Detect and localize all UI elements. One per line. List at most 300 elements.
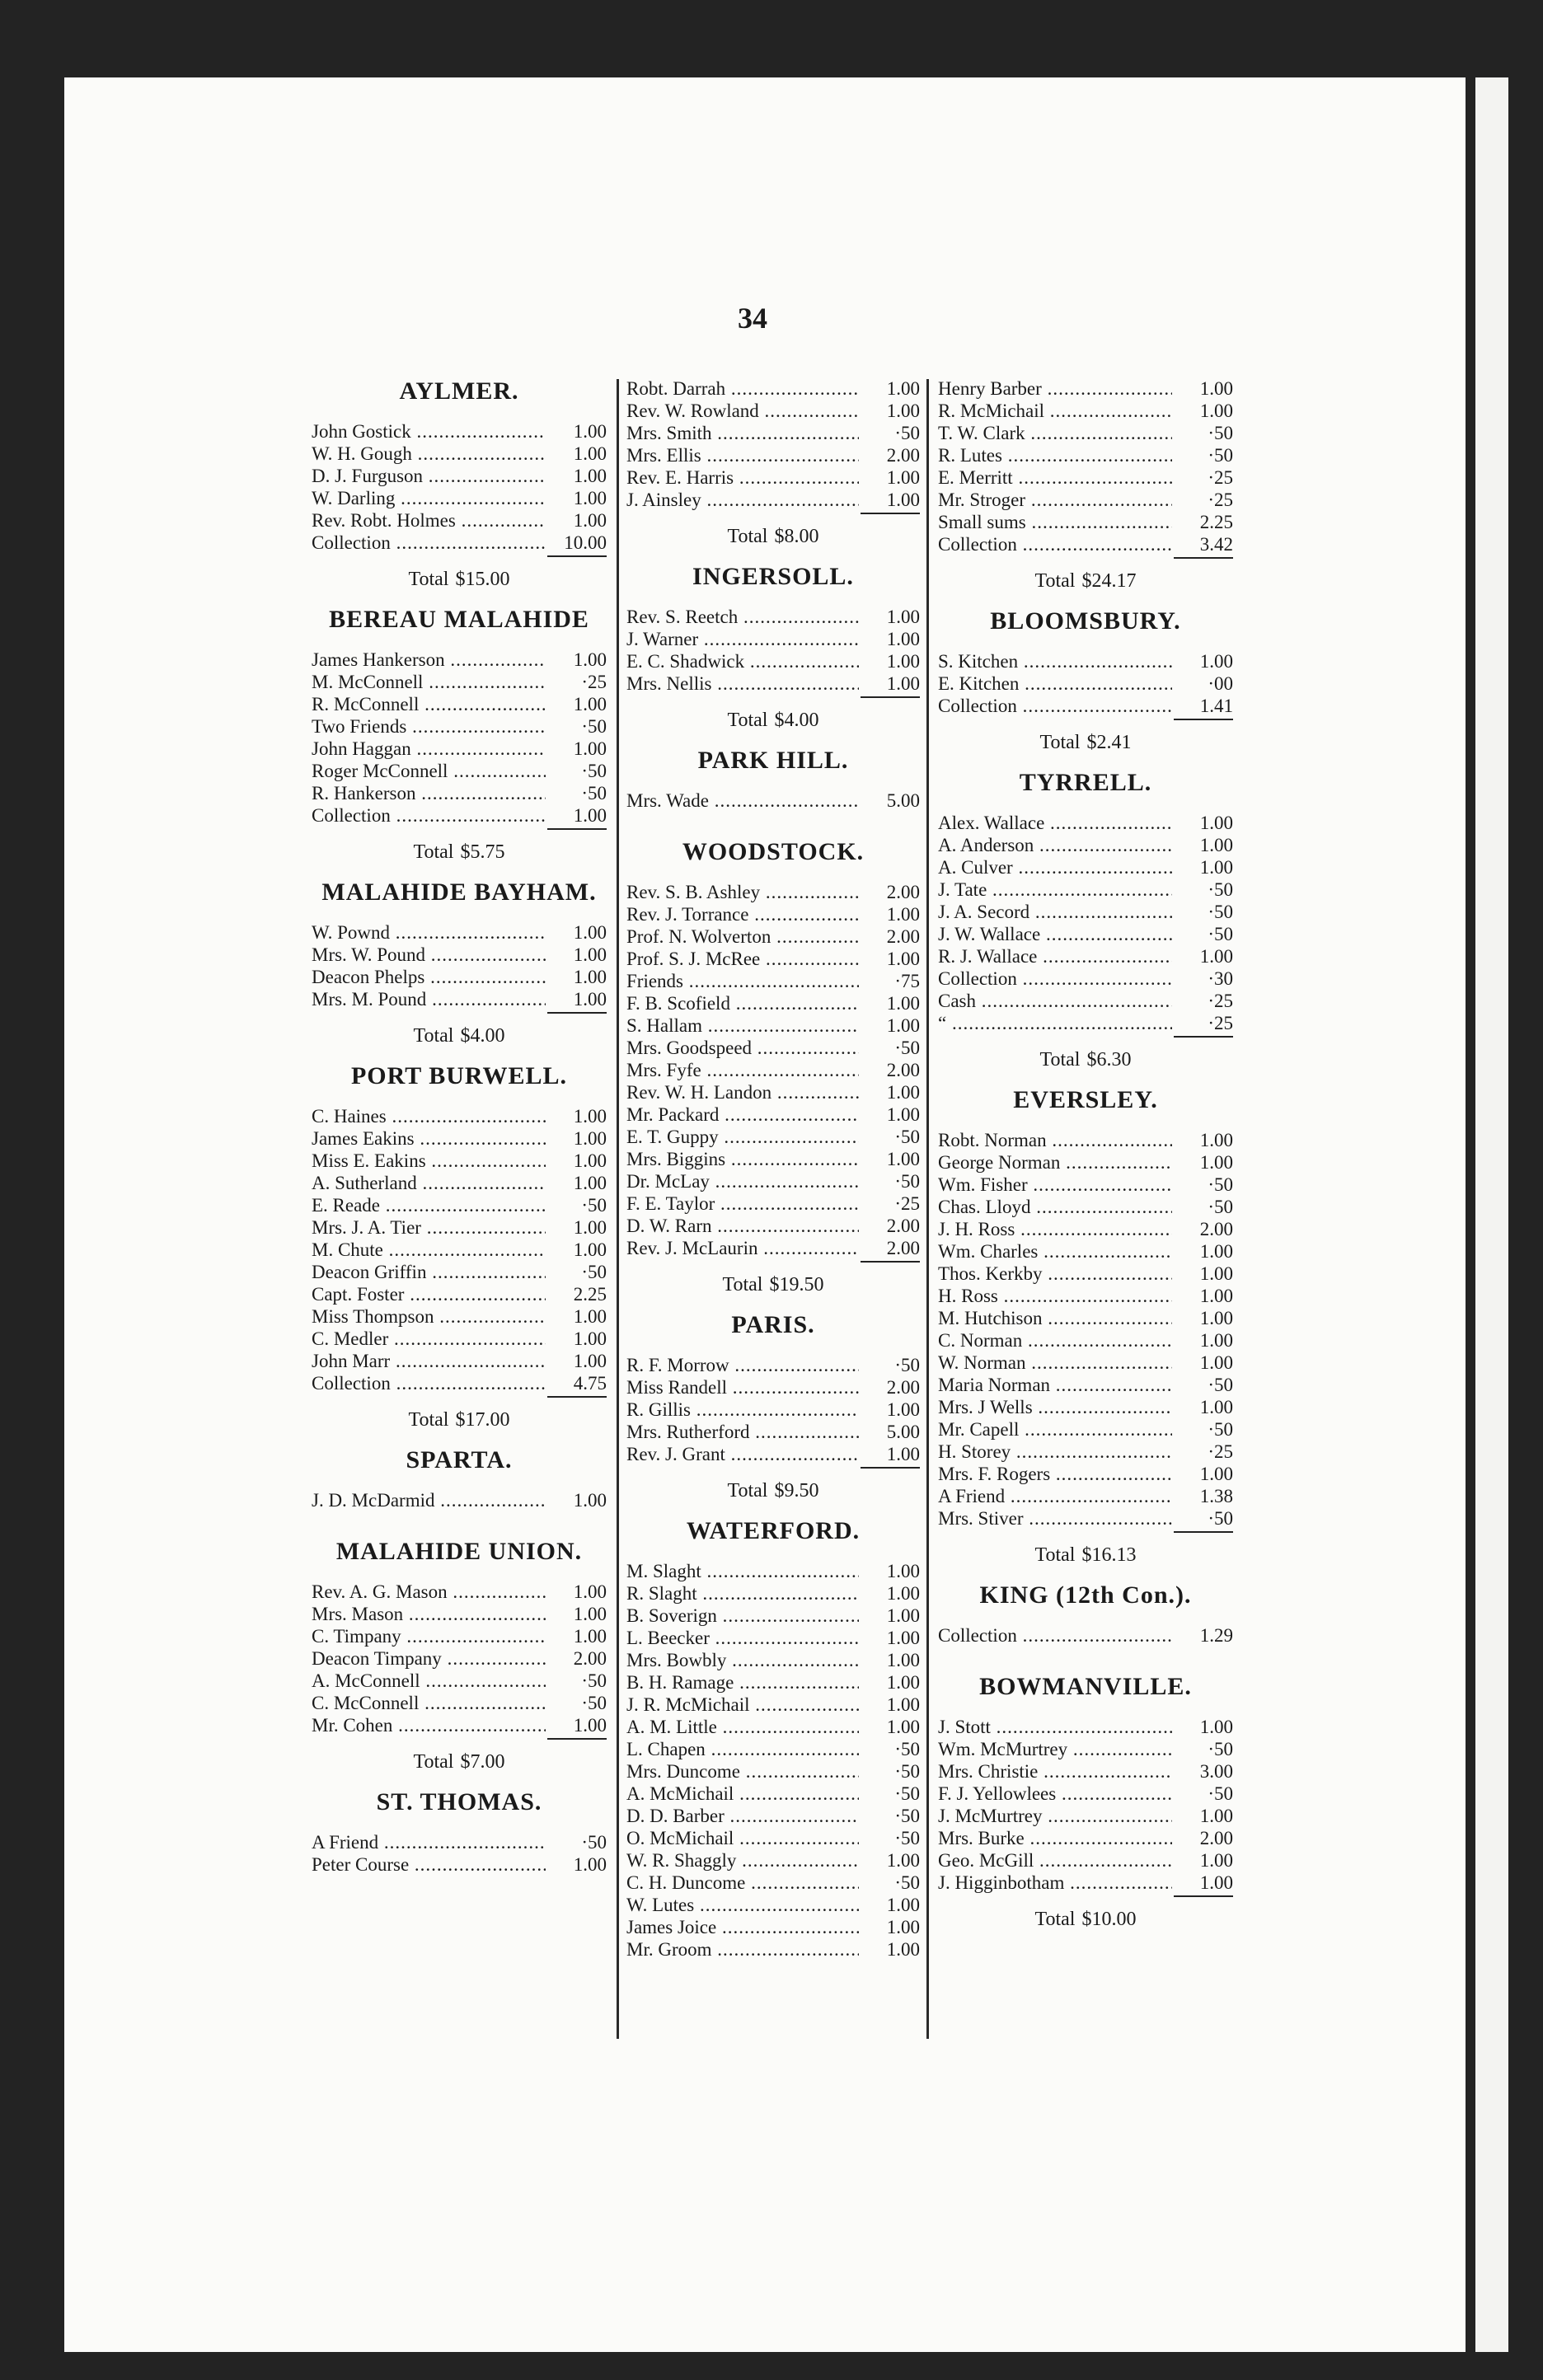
donation-amount: 1.41 bbox=[1172, 695, 1233, 717]
donor-row bbox=[312, 1283, 607, 1305]
donor-row bbox=[312, 715, 607, 738]
donor-name: M. Chute ..... bbox=[312, 1239, 546, 1261]
section-total bbox=[312, 841, 607, 864]
donation-amount: ·50 bbox=[1172, 1507, 1233, 1530]
donor-name: T. W. Clark ..... bbox=[938, 422, 1172, 444]
donation-amount: 3.42 bbox=[1172, 533, 1233, 555]
donor-row bbox=[938, 1352, 1233, 1374]
donor-name: Rev. E. Harris ..... bbox=[626, 466, 859, 489]
donation-amount: 1.00 bbox=[1172, 1463, 1233, 1485]
total-label: Total bbox=[413, 841, 454, 863]
donor-name: Mrs. Rutherford ..... bbox=[626, 1421, 859, 1443]
donor-name: Mr. Stroger ..... bbox=[938, 489, 1172, 511]
donor-name: Rev. W. Rowland ..... bbox=[626, 400, 859, 422]
donation-amount: 2.00 bbox=[859, 1059, 920, 1081]
donation-amount: 1.00 bbox=[859, 1894, 920, 1916]
donor-row bbox=[626, 1014, 920, 1037]
section-total bbox=[938, 1049, 1233, 1071]
donor-row bbox=[312, 1105, 607, 1127]
donation-amount: ·50 bbox=[859, 1037, 920, 1059]
donor-row bbox=[938, 672, 1233, 695]
section-total bbox=[626, 710, 920, 732]
donation-amount: 1.00 bbox=[859, 628, 920, 650]
donation-amount: 2.25 bbox=[546, 1283, 607, 1305]
donor-name: R. J. Wallace ..... bbox=[938, 945, 1172, 967]
section-total bbox=[626, 1274, 920, 1296]
donation-amount: ·50 bbox=[1172, 878, 1233, 901]
donor-row bbox=[626, 1894, 920, 1916]
section bbox=[626, 563, 920, 732]
donor-name: Mr. Cohen ..... bbox=[312, 1714, 546, 1736]
donor-row bbox=[312, 465, 607, 487]
donor-row bbox=[626, 1627, 920, 1649]
donor-name: Two Friends ..... bbox=[312, 715, 546, 738]
donation-amount: 2.25 bbox=[1172, 511, 1233, 533]
donor-name: O. McMichail ..... bbox=[626, 1827, 859, 1849]
donor-row bbox=[938, 1805, 1233, 1827]
total-label: Total bbox=[722, 1274, 763, 1295]
donor-row bbox=[312, 1372, 607, 1394]
total-amount: $16.13 bbox=[1081, 1544, 1137, 1566]
donor-row bbox=[938, 1783, 1233, 1805]
donor-row bbox=[312, 420, 607, 443]
donation-amount: 2.00 bbox=[859, 881, 920, 903]
donor-row bbox=[312, 1216, 607, 1239]
donor-name: Collection ..... bbox=[312, 1372, 546, 1394]
donor-name: Rev. J. McLaurin ..... bbox=[626, 1237, 859, 1259]
donor-row bbox=[312, 988, 607, 1010]
donor-row bbox=[312, 1194, 607, 1216]
donor-row bbox=[312, 760, 607, 782]
donor-name: A Friend ..... bbox=[938, 1485, 1172, 1507]
donor-row bbox=[938, 1263, 1233, 1285]
sum-rule bbox=[547, 1738, 607, 1740]
section bbox=[312, 606, 607, 864]
donation-amount: 1.00 bbox=[1172, 1849, 1233, 1872]
donation-amount: 1.00 bbox=[859, 1443, 920, 1465]
total-label: Total bbox=[727, 526, 768, 547]
donor-name: Mrs. Biggins ..... bbox=[626, 1148, 859, 1170]
donation-amount: 1.00 bbox=[546, 1489, 607, 1511]
donor-row bbox=[312, 966, 607, 988]
donation-amount: 1.00 bbox=[1172, 812, 1233, 834]
donation-amount: 1.00 bbox=[546, 1581, 607, 1603]
donor-name: J. McMurtrey ..... bbox=[938, 1805, 1172, 1827]
donation-amount: ·25 bbox=[1172, 1441, 1233, 1463]
donation-amount: 1.00 bbox=[546, 509, 607, 532]
donor-name: Robt. Norman ..... bbox=[938, 1129, 1172, 1151]
donor-name: R. McConnell ..... bbox=[312, 693, 546, 715]
section bbox=[312, 1446, 607, 1523]
section-heading: PARK HILL. bbox=[697, 747, 849, 774]
donation-amount: 2.00 bbox=[546, 1647, 607, 1670]
total-label: Total bbox=[413, 1025, 454, 1047]
donor-row bbox=[938, 489, 1233, 511]
donor-name: Miss E. Eakins ..... bbox=[312, 1150, 546, 1172]
donor-name: Mrs. J. A. Tier ..... bbox=[312, 1216, 546, 1239]
donor-row bbox=[312, 782, 607, 804]
donor-name: A. Sutherland ..... bbox=[312, 1172, 546, 1194]
donation-amount: ·50 bbox=[1172, 1783, 1233, 1805]
section bbox=[938, 607, 1233, 754]
donor-row bbox=[312, 1670, 607, 1692]
donor-row bbox=[938, 967, 1233, 990]
donor-row bbox=[938, 1760, 1233, 1783]
donation-amount: 1.00 bbox=[546, 1328, 607, 1350]
donor-row bbox=[938, 1849, 1233, 1872]
donor-name: S. Hallam ..... bbox=[626, 1014, 859, 1037]
total-amount: $15.00 bbox=[455, 569, 510, 590]
donor-name: A. McMichail ..... bbox=[626, 1783, 859, 1805]
donation-amount: 1.00 bbox=[859, 672, 920, 695]
section-total bbox=[312, 1025, 607, 1047]
section-total bbox=[312, 1751, 607, 1773]
section-heading: MALAHIDE BAYHAM. bbox=[321, 878, 597, 906]
section bbox=[312, 1788, 607, 1887]
donation-amount: 1.00 bbox=[1172, 400, 1233, 422]
donation-amount: 1.00 bbox=[859, 1103, 920, 1126]
donor-row bbox=[626, 1354, 920, 1376]
donor-name: George Norman ..... bbox=[938, 1151, 1172, 1174]
total-label: Total bbox=[1034, 1909, 1076, 1930]
donor-name: Alex. Wallace ..... bbox=[938, 812, 1172, 834]
donor-name: D. D. Barber ..... bbox=[626, 1805, 859, 1827]
donor-name: Cash ..... bbox=[938, 990, 1172, 1012]
sum-rule bbox=[1174, 1036, 1233, 1038]
donation-amount: 1.00 bbox=[1172, 1263, 1233, 1285]
donor-row bbox=[626, 789, 920, 812]
donor-name: C. McConnell ..... bbox=[312, 1692, 546, 1714]
total-label: Total bbox=[1039, 732, 1081, 753]
donor-name: Mr. Packard ..... bbox=[626, 1103, 859, 1126]
total-amount: $2.41 bbox=[1086, 732, 1132, 753]
donation-amount: 1.00 bbox=[1172, 1352, 1233, 1374]
donor-row bbox=[938, 923, 1233, 945]
donor-row bbox=[938, 1827, 1233, 1849]
section bbox=[312, 1538, 607, 1773]
sum-rule bbox=[547, 1396, 607, 1398]
donor-name: W. R. Shaggly ..... bbox=[626, 1849, 859, 1872]
donor-name: E. T. Guppy ..... bbox=[626, 1126, 859, 1148]
donation-amount: 1.00 bbox=[859, 948, 920, 970]
donation-amount: 1.00 bbox=[859, 1649, 920, 1671]
sum-rule bbox=[1174, 1531, 1233, 1533]
donor-name: B. H. Ramage ..... bbox=[626, 1671, 859, 1694]
donor-name: F. J. Yellowlees ..... bbox=[938, 1783, 1172, 1805]
donation-amount: 5.00 bbox=[859, 1421, 920, 1443]
donor-name: Rev. Robt. Holmes ..... bbox=[312, 509, 546, 532]
donor-name: Robt. Darrah ..... bbox=[626, 377, 859, 400]
donor-name: “ ..... bbox=[938, 1012, 1172, 1034]
donor-name: Mrs. Christie ..... bbox=[938, 1760, 1172, 1783]
donor-name: Maria Norman ..... bbox=[938, 1374, 1172, 1396]
donation-amount: 5.00 bbox=[859, 789, 920, 812]
donation-amount: 2.00 bbox=[859, 1237, 920, 1259]
donor-name: Rev. J. Torrance ..... bbox=[626, 903, 859, 925]
donation-amount: 1.00 bbox=[859, 1694, 920, 1716]
section bbox=[312, 377, 607, 591]
donor-row bbox=[626, 1170, 920, 1192]
donor-name: Collection ..... bbox=[938, 695, 1172, 717]
donation-amount: 1.00 bbox=[546, 1216, 607, 1239]
donation-amount: ·25 bbox=[1172, 466, 1233, 489]
donor-name: L. Chapen ..... bbox=[626, 1738, 859, 1760]
donor-name: B. Soverign ..... bbox=[626, 1605, 859, 1627]
donor-name: R. Slaght ..... bbox=[626, 1582, 859, 1605]
donation-amount: 1.00 bbox=[1172, 1151, 1233, 1174]
donor-row bbox=[312, 1714, 607, 1736]
donor-row bbox=[626, 925, 920, 948]
donor-row bbox=[626, 970, 920, 992]
donor-name: L. Beecker ..... bbox=[626, 1627, 859, 1649]
donor-row bbox=[626, 1916, 920, 1938]
donation-amount: ·25 bbox=[1172, 1012, 1233, 1034]
section-total bbox=[312, 1409, 607, 1431]
donor-row bbox=[938, 1240, 1233, 1263]
donation-amount: ·25 bbox=[1172, 990, 1233, 1012]
donation-amount: 1.00 bbox=[546, 1350, 607, 1372]
section-heading: INGERSOLL. bbox=[692, 563, 854, 590]
donor-row bbox=[626, 422, 920, 444]
donor-name: Mrs. Smith ..... bbox=[626, 422, 859, 444]
donor-name: Rev. S. Reetch ..... bbox=[626, 606, 859, 628]
total-label: Total bbox=[727, 1480, 768, 1502]
donation-amount: ·50 bbox=[859, 1760, 920, 1783]
donor-row bbox=[938, 1218, 1233, 1240]
donor-row bbox=[938, 856, 1233, 878]
donor-name: J. R. McMichail ..... bbox=[626, 1694, 859, 1716]
donor-name: H. Storey ..... bbox=[938, 1441, 1172, 1463]
donor-row bbox=[626, 377, 920, 400]
section bbox=[938, 1086, 1233, 1567]
donor-row bbox=[938, 1738, 1233, 1760]
donor-row bbox=[626, 1716, 920, 1738]
donor-row bbox=[626, 992, 920, 1014]
total-amount: $4.00 bbox=[774, 710, 819, 731]
donor-name: Collection ..... bbox=[312, 532, 546, 554]
donor-name: W. H. Gough ..... bbox=[312, 443, 546, 465]
donor-row bbox=[626, 1059, 920, 1081]
donation-amount: ·50 bbox=[859, 1805, 920, 1827]
donor-name: E. Kitchen ..... bbox=[938, 672, 1172, 695]
donation-amount: 1.00 bbox=[546, 738, 607, 760]
donor-name: Mrs. W. Pound ..... bbox=[312, 944, 546, 966]
donor-name: W. Darling ..... bbox=[312, 487, 546, 509]
donation-amount: 1.00 bbox=[859, 1560, 920, 1582]
donor-name: A Friend ..... bbox=[312, 1831, 546, 1853]
donor-name: D. W. Rarn ..... bbox=[626, 1215, 859, 1237]
section bbox=[938, 377, 1233, 593]
donor-row bbox=[938, 444, 1233, 466]
donor-row bbox=[626, 1671, 920, 1694]
donor-name: Miss Thompson ..... bbox=[312, 1305, 546, 1328]
donation-amount: 3.00 bbox=[1172, 1760, 1233, 1783]
donor-name: C. Medler ..... bbox=[312, 1328, 546, 1350]
section-total bbox=[312, 569, 607, 591]
donor-name: Deacon Phelps ..... bbox=[312, 966, 546, 988]
donation-amount: 1.00 bbox=[546, 1239, 607, 1261]
donor-name: E. Reade ..... bbox=[312, 1194, 546, 1216]
donor-name: Collection ..... bbox=[938, 1624, 1172, 1647]
donor-row bbox=[312, 1853, 607, 1876]
donor-row bbox=[626, 1560, 920, 1582]
donor-row bbox=[626, 1443, 920, 1465]
donor-row bbox=[626, 672, 920, 695]
donor-row bbox=[938, 511, 1233, 533]
donor-name: R. Gillis ..... bbox=[626, 1398, 859, 1421]
donor-row bbox=[938, 1129, 1233, 1151]
donor-row bbox=[626, 1605, 920, 1627]
donation-amount: 1.00 bbox=[546, 465, 607, 487]
total-label: Total bbox=[408, 1409, 449, 1431]
section-heading: BLOOMSBURY. bbox=[990, 607, 1181, 635]
donor-name: Geo. McGill ..... bbox=[938, 1849, 1172, 1872]
donor-name: James Eakins ..... bbox=[312, 1127, 546, 1150]
sum-rule bbox=[861, 1261, 920, 1263]
donor-row bbox=[312, 1603, 607, 1625]
donor-row bbox=[626, 1237, 920, 1259]
donation-amount: ·50 bbox=[859, 1170, 920, 1192]
donation-amount: ·50 bbox=[1172, 1374, 1233, 1396]
donation-amount: 2.00 bbox=[1172, 1218, 1233, 1240]
donor-row bbox=[938, 466, 1233, 489]
donation-amount: ·50 bbox=[859, 1827, 920, 1849]
donor-name: E. Merritt ..... bbox=[938, 466, 1172, 489]
donor-name: J. Higginbotham ..... bbox=[938, 1872, 1172, 1894]
donor-name: Mrs. Nellis ..... bbox=[626, 672, 859, 695]
donation-amount: ·50 bbox=[859, 422, 920, 444]
donor-row bbox=[312, 671, 607, 693]
donor-row bbox=[312, 1489, 607, 1511]
donation-amount: 1.00 bbox=[546, 487, 607, 509]
donation-amount: 1.00 bbox=[546, 966, 607, 988]
donor-row bbox=[312, 1150, 607, 1172]
donor-name: R. Lutes ..... bbox=[938, 444, 1172, 466]
donor-row bbox=[626, 1783, 920, 1805]
donor-row bbox=[938, 1396, 1233, 1418]
section-heading: WOODSTOCK. bbox=[682, 838, 865, 865]
donor-row bbox=[312, 1647, 607, 1670]
donation-amount: 1.00 bbox=[546, 1603, 607, 1625]
donation-amount: ·25 bbox=[1172, 489, 1233, 511]
donor-row bbox=[626, 1738, 920, 1760]
donation-amount: ·50 bbox=[1172, 422, 1233, 444]
sum-rule bbox=[861, 696, 920, 698]
donation-amount: ·75 bbox=[859, 970, 920, 992]
donor-row bbox=[626, 650, 920, 672]
column-rule bbox=[617, 379, 619, 2039]
section-total bbox=[938, 1544, 1233, 1567]
donor-row bbox=[312, 1305, 607, 1328]
section-heading: MALAHIDE UNION. bbox=[335, 1538, 583, 1565]
donation-amount: ·50 bbox=[1172, 1174, 1233, 1196]
donor-row bbox=[312, 944, 607, 966]
donor-row bbox=[938, 990, 1233, 1012]
donor-name: Mrs. M. Pound ..... bbox=[312, 988, 546, 1010]
section bbox=[626, 1517, 920, 1972]
donor-row bbox=[938, 1174, 1233, 1196]
donation-amount: ·50 bbox=[546, 1194, 607, 1216]
donor-row bbox=[626, 1376, 920, 1398]
donation-amount: ·30 bbox=[1172, 967, 1233, 990]
donor-name: James Joice ..... bbox=[626, 1916, 859, 1938]
donation-amount: 1.00 bbox=[1172, 1396, 1233, 1418]
donor-row bbox=[938, 945, 1233, 967]
section-heading: AYLMER. bbox=[399, 377, 519, 405]
donor-name: Mrs. Bowbly ..... bbox=[626, 1649, 859, 1671]
donation-amount: 1.00 bbox=[859, 1716, 920, 1738]
donor-row bbox=[626, 1649, 920, 1671]
donor-name: D. J. Furguson ..... bbox=[312, 465, 546, 487]
donation-amount: ·50 bbox=[859, 1783, 920, 1805]
donor-row bbox=[938, 1463, 1233, 1485]
section-heading: KING (12th Con.). bbox=[979, 1581, 1192, 1609]
donor-row bbox=[312, 509, 607, 532]
section-total bbox=[626, 1480, 920, 1502]
donation-amount: ·50 bbox=[546, 1692, 607, 1714]
section bbox=[312, 878, 607, 1047]
section-heading: ST. THOMAS. bbox=[376, 1788, 542, 1815]
donor-name: Friends ..... bbox=[626, 970, 859, 992]
total-label: Total bbox=[413, 1751, 454, 1773]
donor-row bbox=[312, 1127, 607, 1150]
donation-amount: ·25 bbox=[859, 1192, 920, 1215]
donor-row bbox=[938, 400, 1233, 422]
donation-amount: 1.00 bbox=[859, 400, 920, 422]
sum-rule bbox=[861, 1467, 920, 1469]
donation-amount: 1.00 bbox=[546, 1305, 607, 1328]
donor-name: Mrs. Wade ..... bbox=[626, 789, 859, 812]
donor-row bbox=[938, 695, 1233, 717]
donor-row bbox=[312, 738, 607, 760]
donor-name: Collection ..... bbox=[312, 804, 546, 827]
sum-rule bbox=[1174, 1895, 1233, 1897]
section-heading: BEREAU MALAHIDE bbox=[329, 606, 589, 633]
donation-amount: ·50 bbox=[859, 1872, 920, 1894]
donor-row bbox=[312, 693, 607, 715]
donor-name: Rev. A. G. Mason ..... bbox=[312, 1581, 546, 1603]
donor-name: John Haggan ..... bbox=[312, 738, 546, 760]
donation-amount: 1.00 bbox=[1172, 1240, 1233, 1263]
section bbox=[626, 377, 920, 548]
donor-name: F. B. Scofield ..... bbox=[626, 992, 859, 1014]
donor-name: J. D. McDarmid ..... bbox=[312, 1489, 546, 1511]
donation-amount: ·00 bbox=[1172, 672, 1233, 695]
donor-row bbox=[312, 1350, 607, 1372]
donor-name: C. H. Duncome ..... bbox=[626, 1872, 859, 1894]
donation-amount: 1.00 bbox=[1172, 834, 1233, 856]
donation-amount: 1.00 bbox=[859, 1627, 920, 1649]
total-amount: $8.00 bbox=[774, 526, 819, 547]
donor-name: Mr. Capell ..... bbox=[938, 1418, 1172, 1441]
donation-amount: 1.00 bbox=[859, 992, 920, 1014]
donor-name: M. Hutchison ..... bbox=[938, 1307, 1172, 1329]
donor-row bbox=[938, 901, 1233, 923]
donor-row bbox=[626, 881, 920, 903]
section-heading: PARIS. bbox=[731, 1311, 815, 1338]
donor-row bbox=[938, 1716, 1233, 1738]
donor-name: Prof. N. Wolverton ..... bbox=[626, 925, 859, 948]
donor-name: Mrs. J Wells ..... bbox=[938, 1396, 1172, 1418]
total-amount: $24.17 bbox=[1081, 570, 1137, 592]
donor-row bbox=[312, 649, 607, 671]
donation-amount: 1.00 bbox=[546, 420, 607, 443]
donation-amount: 1.00 bbox=[546, 988, 607, 1010]
donor-row bbox=[312, 1625, 607, 1647]
donor-row bbox=[626, 1694, 920, 1716]
donation-amount: ·50 bbox=[546, 760, 607, 782]
donor-name: Prof. S. J. McRee ..... bbox=[626, 948, 859, 970]
